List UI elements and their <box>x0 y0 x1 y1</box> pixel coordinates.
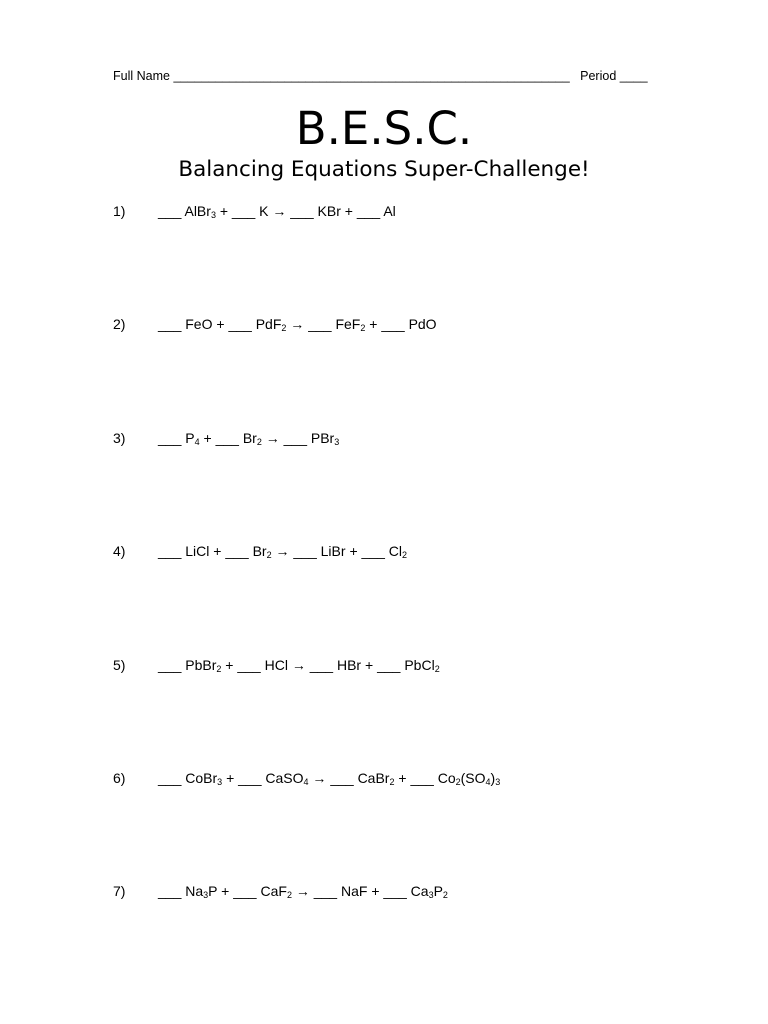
formula-subscript: 2 <box>281 323 287 333</box>
coefficient-blank[interactable]: ___ <box>361 543 385 559</box>
formula-subscript: 3 <box>203 890 209 900</box>
coefficient-blank[interactable]: ___ <box>158 316 182 332</box>
chemical-formula <box>185 883 217 899</box>
page-title: B.E.S.C. <box>295 102 473 155</box>
coefficient-blank[interactable]: ___ <box>158 430 182 446</box>
problem-number: 7) <box>113 883 126 899</box>
header-line <box>113 69 658 83</box>
formula-subscript: 3 <box>334 437 340 447</box>
coefficient-blank[interactable]: ___ <box>313 883 338 899</box>
problem-2 <box>113 316 437 332</box>
reaction-arrow-icon: → <box>295 883 310 899</box>
coefficient-blank[interactable]: ___ <box>158 543 182 559</box>
coefficient-blank[interactable]: ___ <box>228 316 252 332</box>
plus-sign: + <box>203 430 212 446</box>
formula-text: PbBr <box>185 657 217 673</box>
formula-subscript: 2 <box>216 664 222 674</box>
chemical-formula <box>259 203 268 219</box>
problem-number: 5) <box>113 657 126 673</box>
plus-sign: + <box>398 770 407 786</box>
reaction-arrow-icon: → <box>291 657 306 673</box>
formula-subscript: 2 <box>402 550 408 560</box>
formula-text: HCl <box>264 657 288 673</box>
formula-text: P <box>185 430 195 446</box>
plus-sign: + <box>216 316 225 332</box>
formula-subscript: 2 <box>360 323 366 333</box>
formula-text: FeO <box>185 316 213 332</box>
chemical-formula <box>318 203 341 219</box>
chemical-formula <box>358 770 395 786</box>
problem-3 <box>113 430 339 446</box>
formula-text: ) <box>490 770 496 786</box>
formula-text: CoBr <box>185 770 218 786</box>
formula-subscript: 2 <box>389 777 395 787</box>
formula-text: CaBr <box>357 770 390 786</box>
chemical-formula <box>243 430 262 446</box>
coefficient-blank[interactable]: ___ <box>377 657 401 673</box>
formula-text: Br <box>252 543 267 559</box>
coefficient-blank[interactable]: ___ <box>309 657 334 673</box>
formula-text: PdF <box>255 316 282 332</box>
formula-text: AlBr <box>184 203 211 219</box>
coefficient-blank[interactable]: ___ <box>410 770 434 786</box>
coefficient-blank[interactable]: ___ <box>283 430 307 446</box>
formula-subscript: 3 <box>495 777 501 787</box>
chemical-formula <box>265 657 288 673</box>
chemical-formula <box>256 316 287 332</box>
coefficient-blank[interactable]: ___ <box>238 770 262 786</box>
formula-text: (SO <box>460 770 486 786</box>
plus-sign: + <box>349 543 358 559</box>
full-name-label: Full Name <box>113 69 170 83</box>
plus-sign: + <box>226 770 235 786</box>
coefficient-blank[interactable]: ___ <box>383 883 407 899</box>
formula-text: PbCl <box>404 657 435 673</box>
chemical-formula <box>389 543 407 559</box>
coefficient-blank[interactable]: ___ <box>158 883 182 899</box>
full-name-blank[interactable]: _________________________________________________________ <box>173 69 570 83</box>
chemical-formula <box>311 430 339 446</box>
formula-text: P <box>208 883 218 899</box>
formula-text: P <box>433 883 443 899</box>
coefficient-blank[interactable]: ___ <box>308 316 332 332</box>
formula-text: Al <box>383 203 396 219</box>
chemical-formula <box>341 883 367 899</box>
problem-number: 4) <box>113 543 126 559</box>
formula-subscript: 4 <box>194 437 200 447</box>
formula-subscript: 2 <box>455 777 461 787</box>
coefficient-blank[interactable]: ___ <box>231 203 256 219</box>
chemical-formula <box>185 770 222 786</box>
formula-text: HBr <box>336 657 362 673</box>
formula-text: Co <box>437 770 456 786</box>
formula-text: LiCl <box>185 543 210 559</box>
formula-text: Cl <box>388 543 402 559</box>
plus-sign: + <box>219 203 229 219</box>
chemical-formula <box>185 316 212 332</box>
problem-1 <box>113 203 396 219</box>
coefficient-blank[interactable]: ___ <box>381 316 405 332</box>
formula-subscript: 4 <box>303 777 309 787</box>
formula-text: LiBr <box>320 543 346 559</box>
formula-subscript: 3 <box>428 890 434 900</box>
problem-number: 6) <box>113 770 126 786</box>
formula-text: CaSO <box>265 770 304 786</box>
formula-subscript: 2 <box>256 437 262 447</box>
period-label: Period <box>580 69 617 83</box>
coefficient-blank[interactable]: ___ <box>225 543 249 559</box>
coefficient-blank[interactable]: ___ <box>233 883 257 899</box>
reaction-arrow-icon: → <box>272 203 287 219</box>
coefficient-blank[interactable]: ___ <box>158 770 182 786</box>
formula-text: Na <box>185 883 204 899</box>
period-blank[interactable]: ____ <box>619 69 648 83</box>
chemical-formula <box>253 543 272 559</box>
chemical-formula <box>321 543 346 559</box>
formula-text: FeF <box>335 316 361 332</box>
plus-sign: + <box>344 203 353 219</box>
coefficient-blank[interactable]: ___ <box>290 203 314 219</box>
chemical-formula <box>335 316 365 332</box>
formula-text: PdO <box>408 316 437 332</box>
coefficient-blank[interactable]: ___ <box>293 543 317 559</box>
chemical-formula <box>184 203 215 219</box>
problem-5 <box>113 657 440 673</box>
formula-text: NaF <box>340 883 368 899</box>
chemical-formula <box>438 770 501 786</box>
formula-text: K <box>259 203 269 219</box>
reaction-arrow-icon: → <box>290 316 305 332</box>
formula-text: PBr <box>310 430 335 446</box>
formula-subscript: 2 <box>434 664 440 674</box>
formula-subscript: 2 <box>286 890 292 900</box>
problem-6 <box>113 770 500 786</box>
reaction-arrow-icon: → <box>312 770 327 786</box>
chemical-formula <box>383 203 395 219</box>
plus-sign: + <box>365 657 374 673</box>
formula-subscript: 2 <box>266 550 272 560</box>
coefficient-blank[interactable]: ___ <box>158 657 182 673</box>
problem-number: 1) <box>113 203 126 219</box>
problem-7 <box>113 883 448 899</box>
formula-subscript: 2 <box>442 890 448 900</box>
coefficient-blank[interactable]: ___ <box>158 203 182 219</box>
chemical-formula <box>185 657 221 673</box>
formula-subscript: 3 <box>217 777 223 787</box>
formula-subscript: 4 <box>485 777 491 787</box>
page-subtitle: Balancing Equations Super-Challenge! <box>178 157 590 182</box>
coefficient-blank[interactable]: ___ <box>356 203 381 219</box>
chemical-formula <box>185 430 199 446</box>
chemical-formula <box>260 883 291 899</box>
chemical-formula <box>265 770 308 786</box>
problem-number: 3) <box>113 430 126 446</box>
formula-text: Ca <box>410 883 429 899</box>
plus-sign: + <box>369 316 378 332</box>
problem-4 <box>113 543 407 559</box>
plus-sign: + <box>213 543 222 559</box>
formula-text: CaF <box>260 883 287 899</box>
coefficient-blank[interactable]: ___ <box>237 657 261 673</box>
plus-sign: + <box>225 657 234 673</box>
reaction-arrow-icon: → <box>265 430 280 446</box>
chemical-formula <box>409 316 437 332</box>
chemical-formula <box>411 883 448 899</box>
plus-sign: + <box>221 883 230 899</box>
coefficient-blank[interactable]: ___ <box>330 770 354 786</box>
chemical-formula <box>404 657 439 673</box>
coefficient-blank[interactable]: ___ <box>215 430 239 446</box>
formula-text: KBr <box>317 203 341 219</box>
problem-number: 2) <box>113 316 126 332</box>
chemical-formula <box>337 657 361 673</box>
formula-subscript: 3 <box>210 210 216 220</box>
plus-sign: + <box>371 883 380 899</box>
reaction-arrow-icon: → <box>275 543 290 559</box>
formula-text: Br <box>242 430 257 446</box>
chemical-formula <box>185 543 209 559</box>
